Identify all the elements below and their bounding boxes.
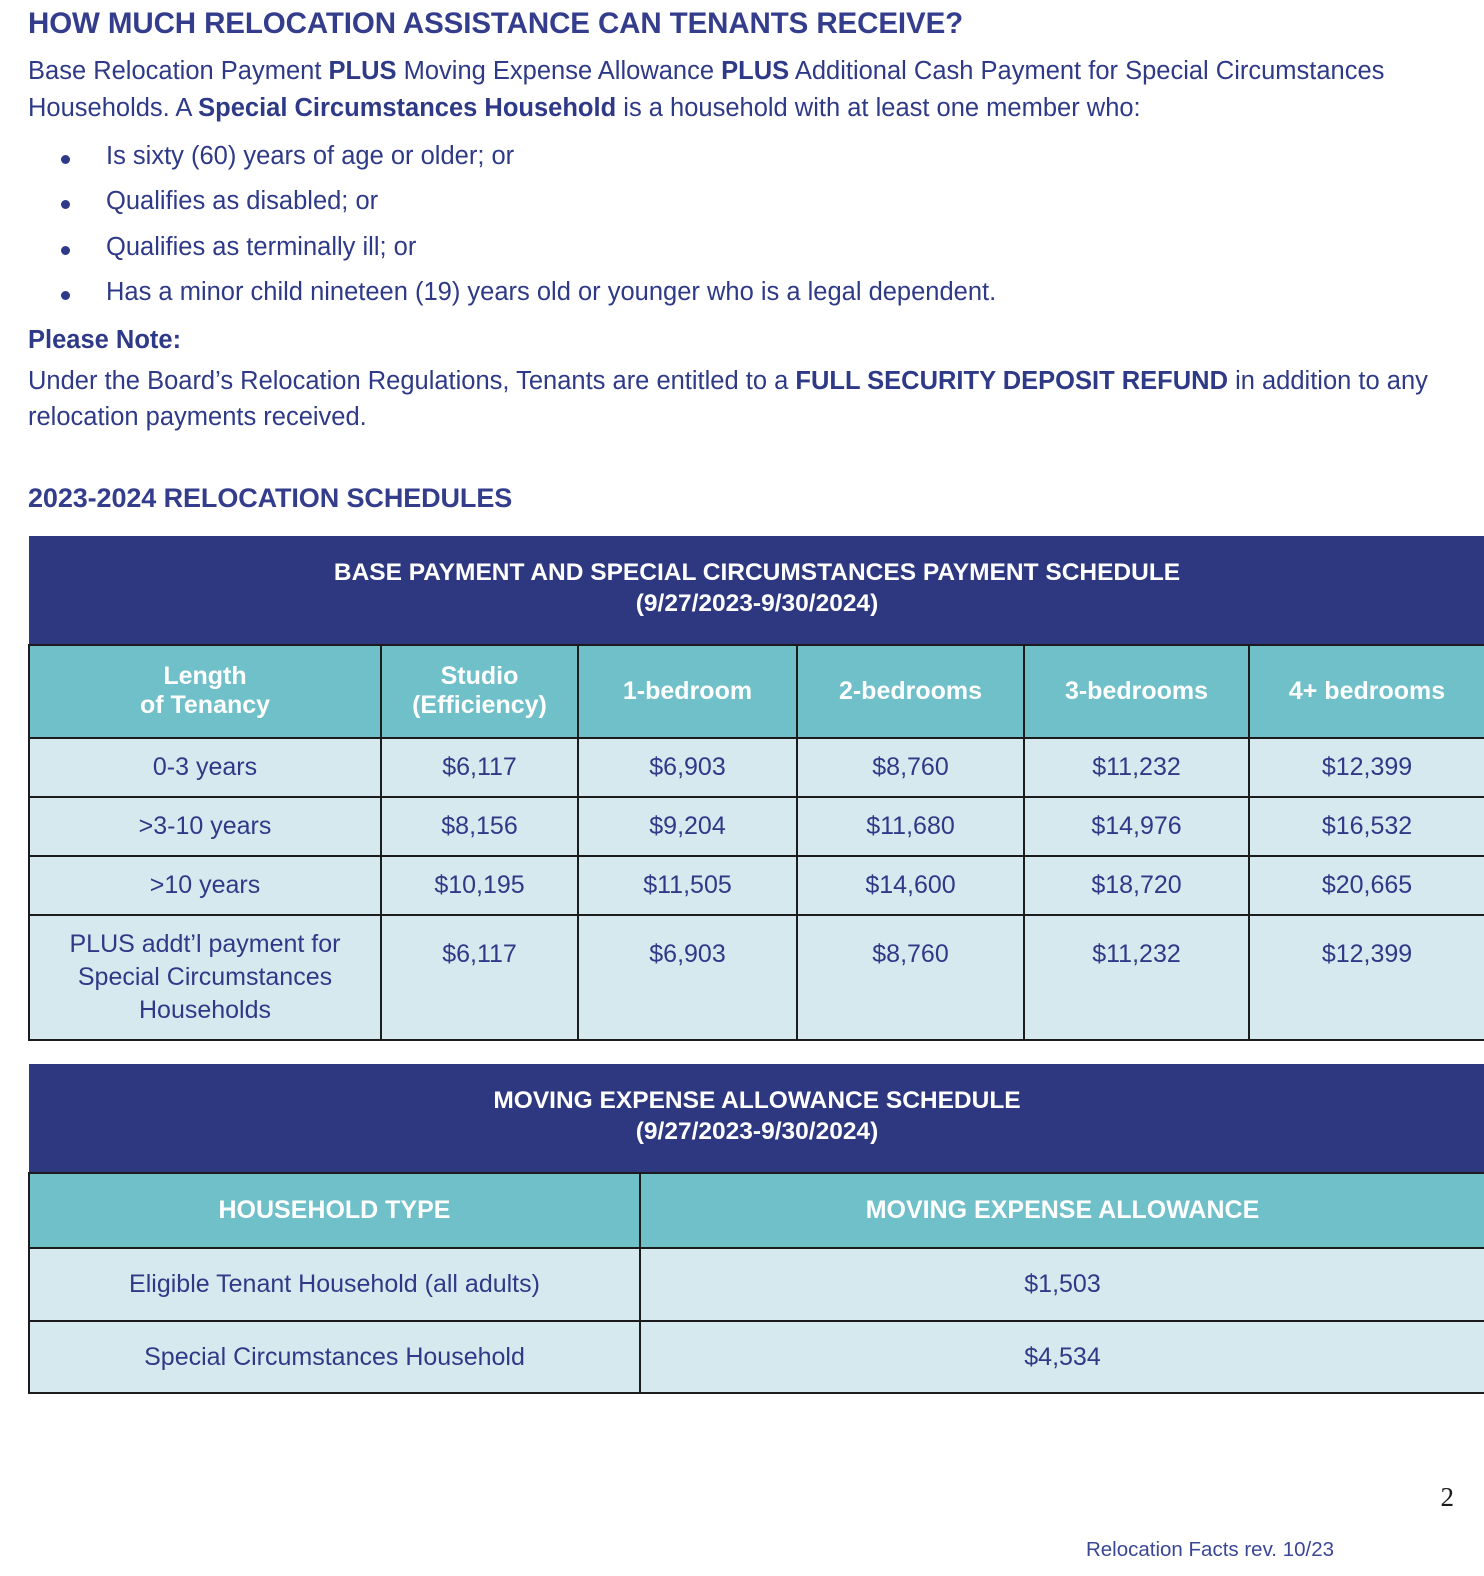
row-label: PLUS addt’l payment for Special Circumstances Households	[29, 915, 381, 1040]
list-item	[28, 189, 1456, 215]
table-row	[29, 856, 1484, 915]
bullet-icon	[61, 291, 70, 300]
row-value: $14,976	[1024, 797, 1249, 856]
table-row	[29, 797, 1484, 856]
intro-bold-plus-1: PLUS	[328, 57, 397, 86]
banner-line-2: (9/27/2023-9/30/2024)	[635, 590, 879, 618]
row-value: $11,680	[797, 797, 1024, 856]
intro-text-1: Base Relocation Payment	[28, 57, 329, 86]
row-value: $18,720	[1024, 856, 1249, 915]
banner-line-2: (9/27/2023-9/30/2024)	[635, 1117, 879, 1145]
table-header-row	[29, 1173, 1484, 1249]
header-line-1: Studio	[440, 661, 519, 690]
column-header-studio	[381, 645, 578, 738]
column-header-3-bedrooms: 3-bedrooms	[1024, 645, 1249, 738]
note-text-2: in addition to any relocation payments received.	[28, 366, 1428, 431]
intro-bold-special-household: Special Circumstances Household	[198, 93, 617, 122]
row-value: $6,117	[381, 738, 578, 797]
bullet-icon	[61, 200, 70, 209]
criteria-label: Has a minor child nineteen (19) years old or younger who is a legal dependent.	[106, 278, 997, 307]
row-label: >10 years	[29, 856, 381, 915]
intro-text-4: is a household with at least one member who:	[616, 93, 1141, 122]
row-label: Special Circumstances Household	[29, 1321, 640, 1394]
table-banner-row	[29, 1064, 1484, 1173]
table-row	[29, 1321, 1484, 1394]
note-bold-deposit-refund: FULL SECURITY DEPOSIT REFUND	[795, 366, 1228, 395]
header-line-2: (Efficiency)	[412, 691, 547, 720]
note-text-1: Under the Board’s Relocation Regulations, Tenants are entitled to a	[28, 366, 796, 395]
list-item	[28, 232, 1456, 261]
base-payment-schedule-table-wrap	[28, 536, 1484, 1041]
row-value: $20,665	[1249, 856, 1484, 915]
page-title: HOW MUCH RELOCATION ASSISTANCE CAN TENANTS RECEIVE?	[28, 7, 964, 40]
row-value: $14,600	[797, 856, 1024, 915]
table-banner-row	[29, 536, 1484, 645]
row-value: $6,903	[578, 738, 797, 797]
table-header-row	[29, 645, 1484, 738]
table-row	[29, 738, 1484, 797]
bullet-icon	[61, 246, 70, 255]
please-note-body	[28, 363, 1456, 435]
row-value: $1,503	[640, 1248, 1484, 1321]
row-value: $6,903	[578, 915, 797, 1040]
column-header-length-of-tenancy	[29, 645, 381, 738]
column-header-4-plus-bedrooms: 4+ bedrooms	[1249, 645, 1484, 738]
intro-text-3: Additional Cash Payment for Special Circumstances Households. A	[28, 57, 1385, 122]
header-line-1: Length	[163, 661, 247, 690]
moving-expense-schedule-table	[28, 1064, 1484, 1394]
column-header-moving-expense-allowance: MOVING EXPENSE ALLOWANCE	[640, 1173, 1484, 1249]
list-item	[28, 280, 1456, 306]
criteria-list	[28, 141, 1456, 307]
moving-table-banner	[29, 1064, 1484, 1173]
row-value: $9,204	[578, 797, 797, 856]
column-header-household-type: HOUSEHOLD TYPE	[29, 1173, 640, 1249]
row-value: $12,399	[1249, 915, 1484, 1040]
list-item	[28, 141, 1456, 170]
moving-expense-schedule-table-wrap	[28, 1064, 1484, 1394]
header-line-2: of Tenancy	[139, 691, 271, 720]
table-row	[29, 1248, 1484, 1321]
row-value: $6,117	[381, 915, 578, 1040]
row-value: $12,399	[1249, 738, 1484, 797]
row-value: $11,505	[578, 856, 797, 915]
row-value: $10,195	[381, 856, 578, 915]
page-number: 2	[1440, 1482, 1454, 1512]
schedules-heading: 2023-2024 RELOCATION SCHEDULES	[28, 483, 513, 514]
base-table-banner	[29, 536, 1484, 645]
banner-line-1: MOVING EXPENSE ALLOWANCE SCHEDULE	[493, 1086, 1021, 1114]
please-note-label: Please Note:	[28, 325, 182, 354]
intro-bold-plus-2: PLUS	[721, 57, 790, 86]
base-payment-schedule-table	[28, 536, 1484, 1041]
column-header-2-bedrooms: 2-bedrooms	[797, 645, 1024, 738]
table-row	[29, 915, 1484, 1040]
criteria-label: Qualifies as disabled; or	[106, 187, 379, 216]
row-label: Eligible Tenant Household (all adults)	[29, 1248, 640, 1321]
row-label: >3-10 years	[29, 797, 381, 856]
row-value: $8,760	[797, 915, 1024, 1040]
footer-revision-note: Relocation Facts rev. 10/23	[1085, 1538, 1334, 1561]
criteria-label: Qualifies as terminally ill; or	[106, 232, 417, 261]
row-value: $8,760	[797, 738, 1024, 797]
row-value: $8,156	[381, 797, 578, 856]
bullet-icon	[61, 155, 70, 164]
row-label: 0-3 years	[29, 738, 381, 797]
banner-line-1: BASE PAYMENT AND SPECIAL CIRCUMSTANCES PAYMENT SCHEDULE	[333, 559, 1181, 587]
column-header-1-bedroom: 1-bedroom	[578, 645, 797, 738]
intro-text-2: Moving Expense Allowance	[396, 57, 722, 86]
row-value: $11,232	[1024, 915, 1249, 1040]
row-value: $16,532	[1249, 797, 1484, 856]
row-value: $4,534	[640, 1321, 1484, 1394]
row-value: $11,232	[1024, 738, 1249, 797]
criteria-label: Is sixty (60) years of age or older; or	[106, 141, 515, 170]
intro-paragraph	[28, 53, 1428, 125]
